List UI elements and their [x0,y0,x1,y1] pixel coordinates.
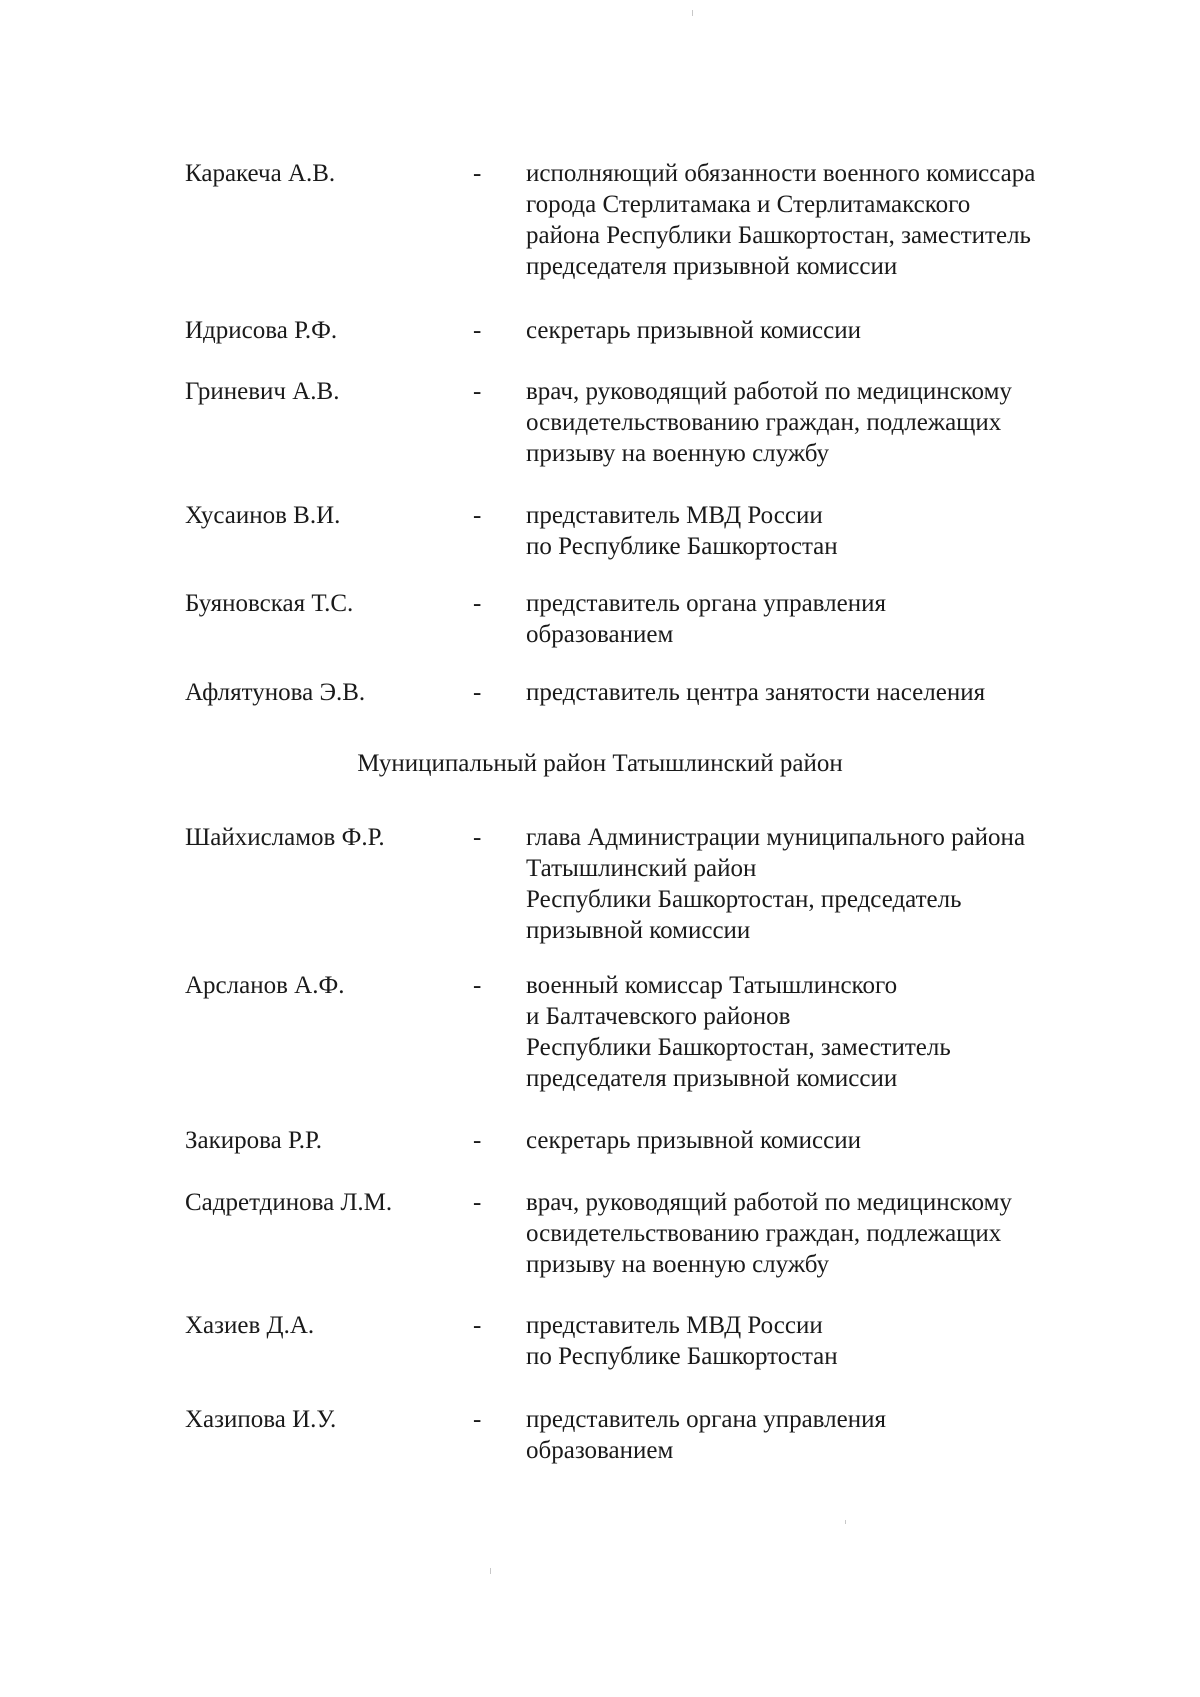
role-line: образованием [526,1437,674,1464]
role-line: военный комиссар Татышлинского [526,972,898,999]
dash-separator: - [473,378,482,405]
role-line: секретарь призывной комиссии [526,1127,862,1154]
member-name: Гриневич А.В. [185,378,340,405]
member-role [526,376,1086,469]
role-line: по Республике Башкортостан [526,533,838,560]
member-name: Каракеча А.В. [185,160,336,187]
dash-separator: - [473,1189,482,1216]
member-role [526,970,1086,1094]
dash-separator: - [473,824,482,851]
member-name: Арсланов А.Ф. [185,972,345,999]
role-line: по Республике Башкортостан [526,1343,838,1370]
member-name: Шайхисламов Ф.Р. [185,824,385,851]
member-role [526,500,1086,562]
role-line: представитель МВД России [526,502,823,529]
role-line: образованием [526,621,674,648]
role-line: представитель МВД России [526,1312,823,1339]
role-line: Республики Башкортостан, председатель [526,886,962,913]
role-line: председателя призывной комиссии [526,1065,898,1092]
member-role [526,1404,1086,1466]
member-name: Буяновская Т.С. [185,590,354,617]
role-line: и Балтачевского районов [526,1003,791,1030]
dash-separator: - [473,1312,482,1339]
section-title: Муниципальный район Татышлинский район [357,750,843,777]
role-line: представитель органа управления [526,590,886,617]
role-line: призыву на военную службу [526,1251,830,1278]
member-role [526,1187,1086,1280]
member-name: Закирова Р.Р. [185,1127,323,1154]
role-line: исполняющий обязанности военного комиссара [526,160,1036,187]
role-line: председателя призывной комиссии [526,253,898,280]
scan-speck [845,1520,846,1524]
dash-separator: - [473,1127,482,1154]
role-line: освидетельствованию граждан, подлежащих [526,409,1002,436]
role-line: представитель центра занятости населения [526,679,986,706]
member-role [526,315,1086,346]
dash-separator: - [473,679,482,706]
role-line: призывной комиссии [526,917,751,944]
role-line: района Республики Башкортостан, заместитель [526,222,1031,249]
member-name: Хазипова И.У. [185,1406,337,1433]
scan-speck [692,10,693,16]
member-role [526,588,1086,650]
member-name: Хазиев Д.А. [185,1312,315,1339]
dash-separator: - [473,317,482,344]
dash-separator: - [473,1406,482,1433]
dash-separator: - [473,502,482,529]
scan-speck [490,1568,491,1574]
dash-separator: - [473,160,482,187]
member-role [526,1310,1086,1372]
member-name: Афлятунова Э.В. [185,679,366,706]
role-line: представитель органа управления [526,1406,886,1433]
dash-separator: - [473,972,482,999]
role-line: врач, руководящий работой по медицинскому [526,1189,1012,1216]
role-line: врач, руководящий работой по медицинскому [526,378,1012,405]
role-line: секретарь призывной комиссии [526,317,862,344]
member-role [526,1125,1086,1156]
role-line: освидетельствованию граждан, подлежащих [526,1220,1002,1247]
member-role [526,677,1086,708]
dash-separator: - [473,590,482,617]
member-name: Идрисова Р.Ф. [185,317,338,344]
member-role [526,158,1086,282]
role-line: Республики Башкортостан, заместитель [526,1034,951,1061]
role-line: Татышлинский район [526,855,757,882]
member-name: Хусаинов В.И. [185,502,341,529]
member-name: Садретдинова Л.М. [185,1189,393,1216]
role-line: призыву на военную службу [526,440,830,467]
member-role [526,822,1086,946]
role-line: города Стерлитамака и Стерлитамакского [526,191,971,218]
role-line: глава Администрации муниципального района [526,824,1026,851]
